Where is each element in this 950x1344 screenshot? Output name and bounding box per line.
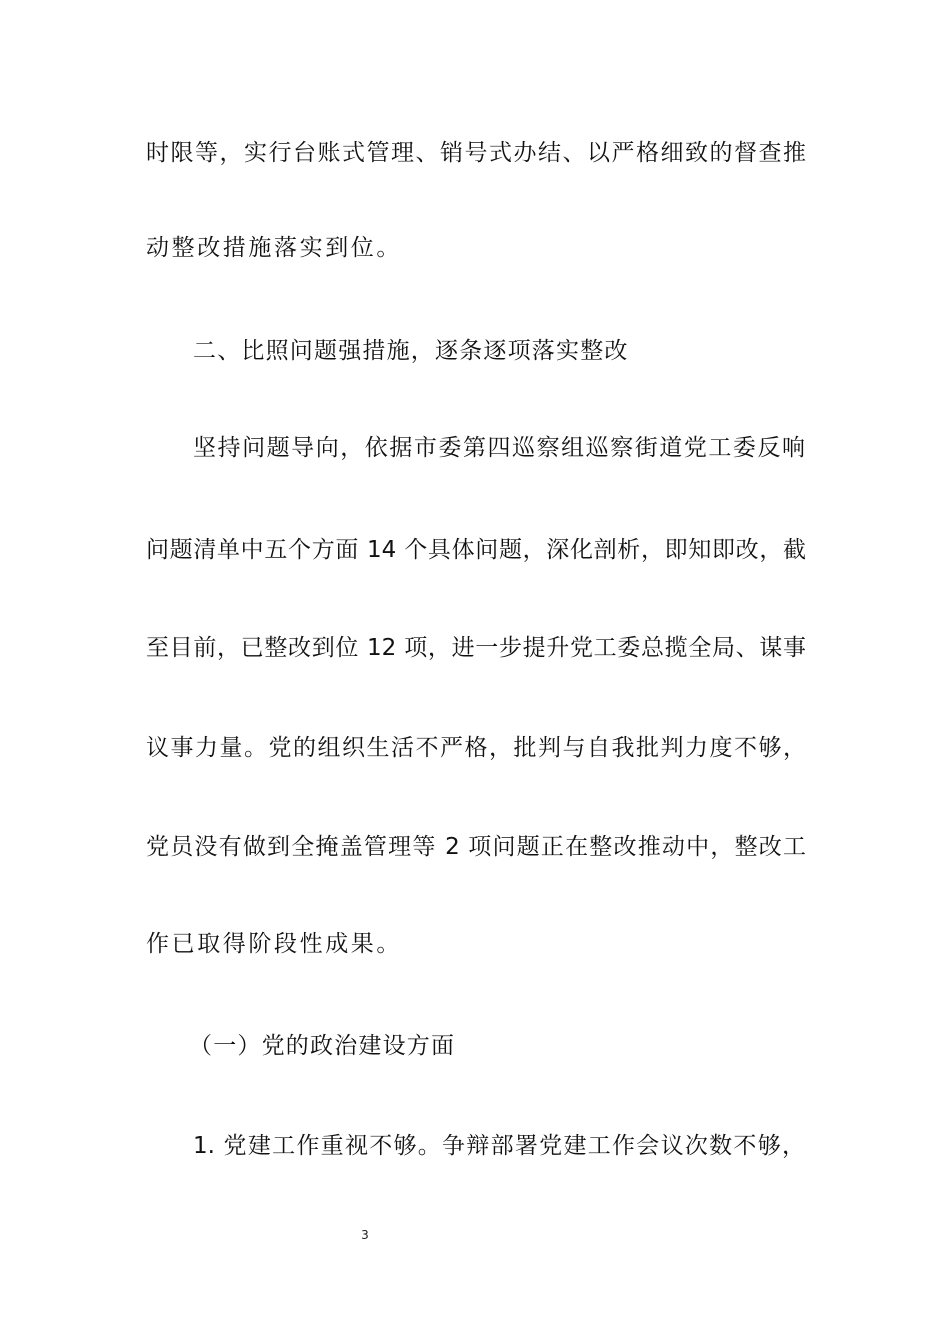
paragraph-line: 议事力量。党的组织生活不严格，批判与自我批判力度不够， [146,735,806,761]
paragraph-line: 动整改措施落实到位。 [146,235,402,261]
paragraph-line: 问题清单中五个方面 14 个具体问题，深化剖析，即知即改，截 [146,537,806,563]
section-heading: 二、比照问题强措施，逐条逐项落实整改 [193,338,629,364]
paragraph-line: 1. 党建工作重视不够。争辩部署党建工作会议次数不够， [193,1133,805,1159]
subsection-heading: （一）党的政治建设方面 [189,1033,456,1059]
paragraph-line: 坚持问题导向，依据市委第四巡察组巡察街道党工委反响 [193,435,805,461]
paragraph-line: 至目前，已整改到位 12 项，进一步提升党工委总揽全局、谋事 [146,635,806,661]
paragraph-line: 作已取得阶段性成果。 [146,931,402,957]
paragraph-line: 党员没有做到全掩盖管理等 2 项问题正在整改推动中，整改工 [146,834,806,860]
paragraph-line: 时限等，实行台账式管理、销号式办结、以严格细致的督查推 [146,140,806,166]
page-number: 3 [361,1228,369,1242]
